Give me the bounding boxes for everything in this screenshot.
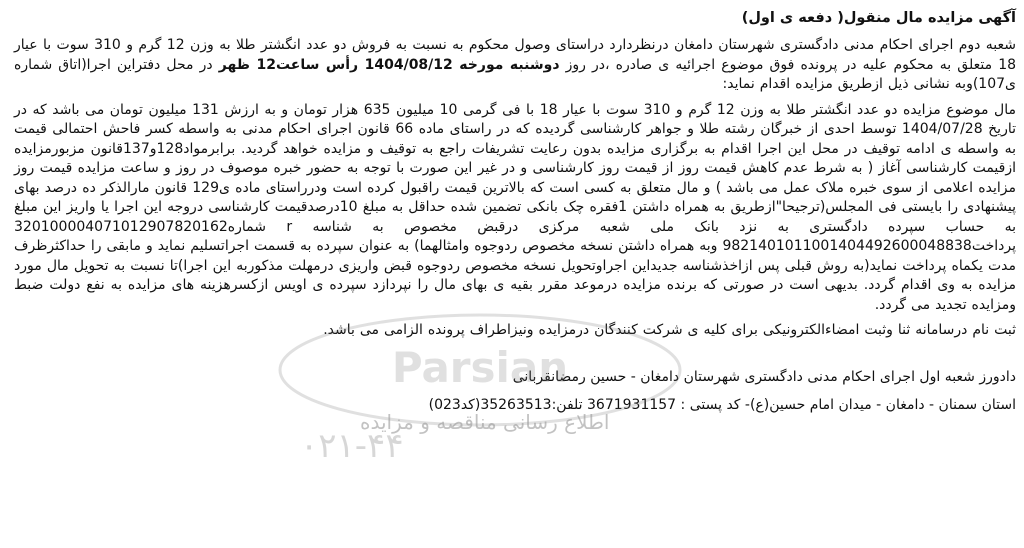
notice-title: آگهی مزایده مال منقول( دفعه ی اول) xyxy=(741,10,1016,26)
notice-body: مال موضوع مزایده دو عدد انگشتر طلا به وزن 12 گرم و 310 سوت با عیار 18 با فی گرمی 10 میلیون 635 هزار تومان و به ارزش 131 میلیون تومان می باشد که در تاریخ 1404/07/28 توسط احدی از خبرگان رشته طلا و جواهر کارشناسی گردیده که در راستای ماده 66 قانون اجرای احکام مدنی به واسطه کسر فاحش احتمالی قیمت به واسطه ی ادامه توقیف در محل این اجرا اقدام به برگزاری مزایده بدون رعایت تشریفات راجع به توقیف و مزایده خواهد گردید. برابرمواد128و137قانون مزبورمزایده ازقیمت کارشناسی آغاز ( به شرط عدم کاهش قیمت روز از قیمت روز کارشناسی و در غیر این صورت با توجه به حضور خبره موصوف در روز و ساعت مزایده قیمت روز مزایده اعلامی از سوی خبره ملاک عمل می باشد ) و مال متعلق به کسی است که بالاترین قیمت راقبول کرده است ودرراستای ماده ی129 قانون مارالذکر ده درصد بهای پیشنهادی را بایستی فی المجلس(ترجیحا"ازطریق به همراه داشتن 1فقره چک بانکی تضمین شده حداقل به مبلغ 10درصدقیمت کارشناسی دروجه این اجرا یا واریز این مبلغ به حساب سپرده دادگستری به نزد بانک ملی شعبه مرکزی درقبض مخصوص به شناسه r شماره320100004071012907820162 پرداخت9821401011001404492600048838 وبه همراه داشتن نسخه مخصوص ردوجوه وامثالهما) به عنوان سپرده به قسمت اجراتسلیم نماید و مابقی را حداکثرظرف مدت یکماه پرداخت نماید(به روش قبلی پس ازاخذشناسه جدیداین اجراوتحویل نسخه مخصوص ردوجوه قبض واریزی درمهلت مذکوربه این اجرا)تا نسبت به تحویل مال مورد مزایده به وی اقدام گردد. بدیهی است در صورتی که برنده مزایده درموعد مقرر بقیه ی بهای مال را نپردازد سپرده ی اویس ازکسرهزینه های مزایده به نفع دولت ضبط ومزایده تجدید می گردد. xyxy=(14,101,1017,313)
watermark-number: ۰۲۱-۴۴ xyxy=(300,426,404,466)
signature-line: دادورز شعبه اول اجرای احکام مدنی دادگستری شهرستان دامغان - حسین رمضانقربانی xyxy=(512,368,1016,385)
intro-text-start: شعبه دوم اجرای احکام مدنی دادگستری شهرستان دامغان درنظردارد دراستای وصول محکوم به نسبت به فروش دو عدد انگشتر طلا به وزن 12 گرم و 310 سوت با عیار 18 متعلق به محکوم علیه در پرونده فوق موضوع اجرائیه ی صادره ،در روز xyxy=(14,37,1017,73)
address-line: استان سمنان - دامغان - میدان امام حسین(ع)- کد پستی : 3671931157 تلفن:35263513(کد023) xyxy=(428,396,1016,413)
intro-text-end: در محل دفتراین اجرا(اتاق شماره ی107)وبه نشانی ذیل ازطریق مزایده اقدام نماید: xyxy=(14,56,1016,92)
notice-intro xyxy=(14,36,1016,95)
watermark-caption: اطلاع رسانی مناقصه و مزایده xyxy=(360,410,610,434)
auction-date-time: دوشنبه مورخه 1404/08/12 رأس ساعت12 ظهر xyxy=(218,56,560,73)
registration-note: ثبت نام درسامانه ثنا وثبت امضاءالکترونیکی برای کلیه ی شرکت کنندگان درمزایده ونیزاطراف پرونده الزامی می باشد. xyxy=(323,322,1016,338)
watermark-brand: Parsian xyxy=(391,343,569,392)
